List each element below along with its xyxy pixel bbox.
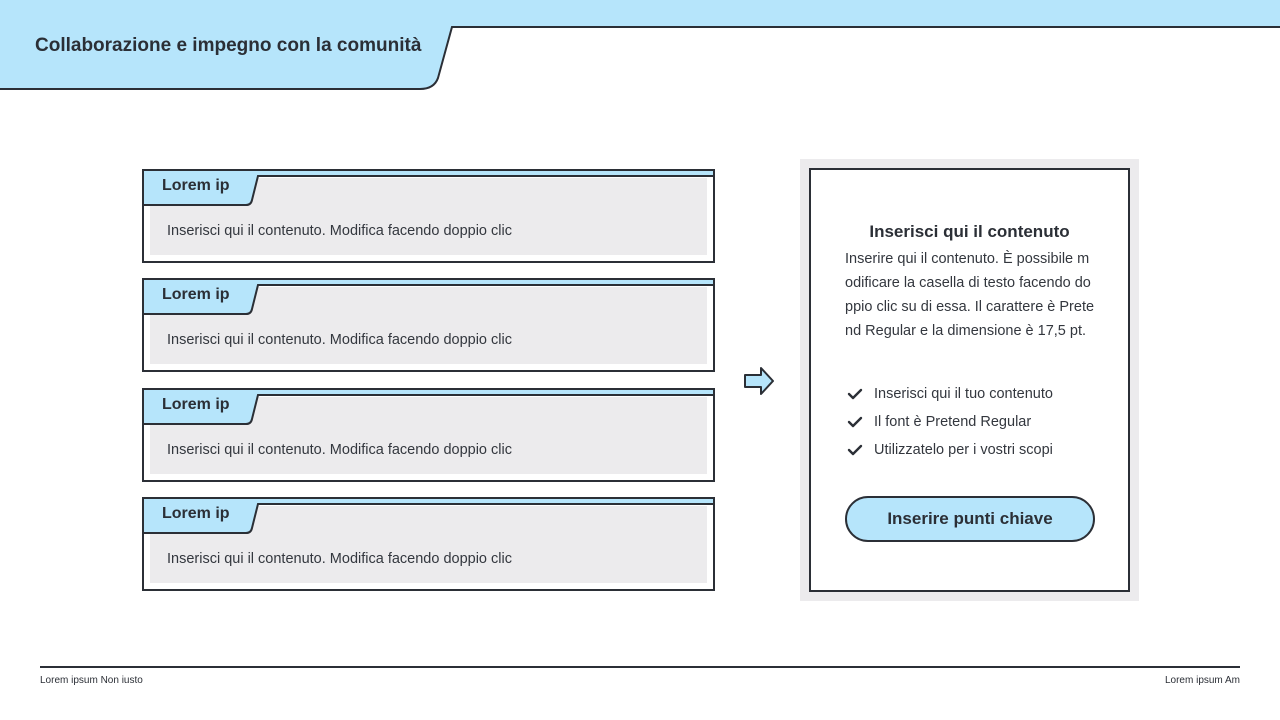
checkmark-icon — [847, 388, 863, 400]
panel-title: Inserisci qui il contenuto — [869, 222, 1070, 241]
card-text: Inserisci qui il contenuto. Modifica facendo doppio clic — [167, 223, 512, 239]
footer-left-text: Lorem ipsum Non iusto — [40, 675, 143, 686]
content-card[interactable] — [142, 497, 715, 591]
content-card[interactable] — [142, 169, 715, 263]
key-points-button[interactable]: Inserire punti chiave — [845, 496, 1095, 542]
content-card[interactable] — [142, 388, 715, 482]
checklist — [847, 382, 1107, 466]
card-label: Lorem ip — [162, 505, 230, 522]
card-text: Inserisci qui il contenuto. Modifica facendo doppio clic — [167, 551, 512, 567]
checklist-item — [847, 382, 1107, 410]
info-panel — [809, 168, 1130, 592]
card-label: Lorem ip — [162, 286, 230, 303]
checkmark-icon — [847, 444, 863, 456]
card-label: Lorem ip — [162, 177, 230, 194]
checklist-item-text: Utilizzatelo per i vostri scopi — [874, 442, 1053, 458]
page-title: Collaborazione e impegno con la comunità — [35, 35, 422, 56]
arrow-right-icon — [743, 366, 775, 396]
checklist-item — [847, 438, 1107, 466]
footer-right-text: Lorem ipsum Am — [1164, 675, 1240, 686]
card-label: Lorem ip — [162, 396, 230, 413]
footer-divider — [40, 666, 1240, 668]
content-card[interactable] — [142, 278, 715, 372]
card-text: Inserisci qui il contenuto. Modifica facendo doppio clic — [167, 332, 512, 348]
checklist-item-text: Inserisci qui il tuo contenuto — [874, 386, 1053, 402]
card-text: Inserisci qui il contenuto. Modifica facendo doppio clic — [167, 442, 512, 458]
checkmark-icon — [847, 416, 863, 428]
checklist-item-text: Il font è Pretend Regular — [874, 414, 1032, 430]
panel-body: Inserire qui il contenuto. È possibile modificare la casella di testo facendo doppio clic su di essa. Il carattere è Pretend Regular e la dimensione è 17,5 pt. — [845, 251, 1095, 339]
checklist-item — [847, 410, 1107, 438]
